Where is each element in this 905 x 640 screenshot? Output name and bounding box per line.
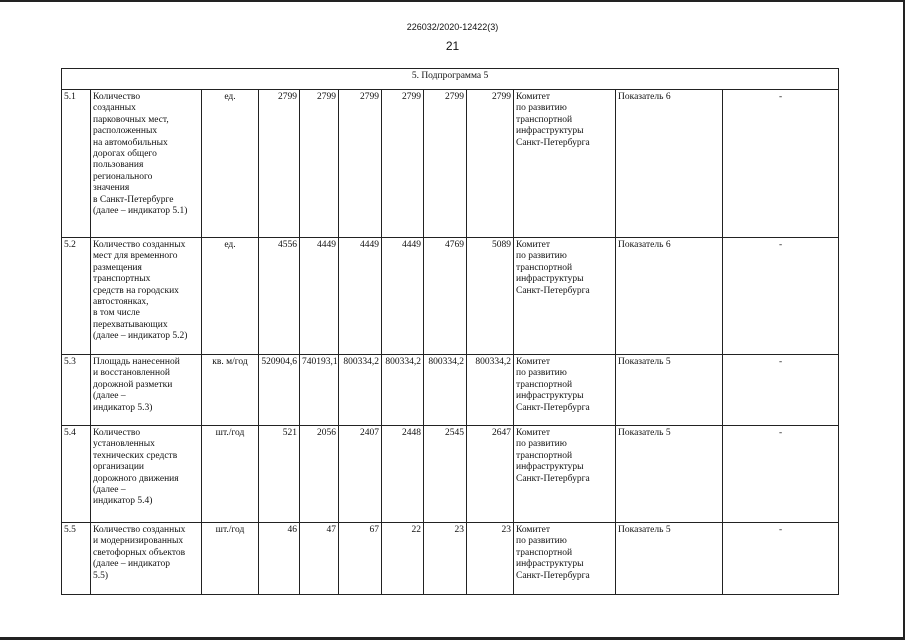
linked-indicator: Показатель 6 [616, 90, 723, 238]
value-cell: 47 [300, 523, 339, 595]
value-cell: 2448 [382, 426, 424, 523]
page-number: 21 [445, 39, 460, 53]
unit-of-measure: шт./год [202, 523, 259, 595]
row-number: 5.3 [62, 355, 91, 426]
table-row [62, 90, 839, 238]
unit-of-measure: кв. м/год [202, 355, 259, 426]
section-row [62, 69, 839, 90]
responsible-executor: Комитет по развитию транспортной инфраструктуры Санкт-Петербурга [514, 355, 616, 426]
value-cell: 800334,2 [339, 355, 382, 426]
value-cell: 4449 [382, 238, 424, 355]
note-cell: - [723, 426, 839, 523]
value-cell: 4769 [424, 238, 467, 355]
value-cell: 23 [424, 523, 467, 595]
responsible-executor: Комитет по развитию транспортной инфраструктуры Санкт-Петербурга [514, 90, 616, 238]
document-id: 226032/2020-12422(3) [406, 22, 499, 32]
value-cell: 2799 [259, 90, 300, 238]
table-row [62, 523, 839, 595]
unit-of-measure: ед. [202, 238, 259, 355]
indicators-table [61, 68, 839, 595]
indicator-name: Количество созданных парковочных мест, расположенных на автомобильных дорогах общего пользования регионального значения в Санкт-Петербурге (далее – индикатор 5.1) [91, 90, 202, 238]
value-cell: 67 [339, 523, 382, 595]
value-cell: 521 [259, 426, 300, 523]
row-number: 5.1 [62, 90, 91, 238]
responsible-executor: Комитет по развитию транспортной инфраструктуры Санкт-Петербурга [514, 523, 616, 595]
table-row [62, 355, 839, 426]
value-cell: 2799 [382, 90, 424, 238]
table-row [62, 238, 839, 355]
value-cell: 4556 [259, 238, 300, 355]
indicator-name: Количество созданных мест для временного размещения транспортных средств на городских автостоянках, в том числе перехватывающих (далее – индикатор 5.2) [91, 238, 202, 355]
linked-indicator: Показатель 5 [616, 523, 723, 595]
note-cell: - [723, 90, 839, 238]
value-cell: 740193,1 [300, 355, 339, 426]
value-cell: 2799 [424, 90, 467, 238]
value-cell: 2799 [339, 90, 382, 238]
value-cell: 46 [259, 523, 300, 595]
page-border-top [0, 0, 905, 2]
value-cell: 4449 [300, 238, 339, 355]
row-number: 5.2 [62, 238, 91, 355]
value-cell: 2799 [467, 90, 514, 238]
value-cell: 800334,2 [424, 355, 467, 426]
indicator-name: Площадь нанесенной и восстановленной дорожной разметки (далее – индикатор 5.3) [91, 355, 202, 426]
value-cell: 23 [467, 523, 514, 595]
note-cell: - [723, 238, 839, 355]
table-body [62, 69, 839, 595]
value-cell: 800334,2 [382, 355, 424, 426]
value-cell: 2545 [424, 426, 467, 523]
value-cell: 4449 [339, 238, 382, 355]
table-row [62, 426, 839, 523]
indicator-name: Количество установленных технических средств организации дорожного движения (далее – индикатор 5.4) [91, 426, 202, 523]
row-number: 5.4 [62, 426, 91, 523]
section-title: 5. Подпрограмма 5 [62, 69, 839, 90]
responsible-executor: Комитет по развитию транспортной инфраструктуры Санкт-Петербурга [514, 238, 616, 355]
unit-of-measure: шт./год [202, 426, 259, 523]
linked-indicator: Показатель 6 [616, 238, 723, 355]
value-cell: 800334,2 [467, 355, 514, 426]
value-cell: 5089 [467, 238, 514, 355]
value-cell: 2056 [300, 426, 339, 523]
indicator-name: Количество созданных и модернизированных светофорных объектов (далее – индикатор 5.5) [91, 523, 202, 595]
responsible-executor: Комитет по развитию транспортной инфраструктуры Санкт-Петербурга [514, 426, 616, 523]
linked-indicator: Показатель 5 [616, 355, 723, 426]
value-cell: 2407 [339, 426, 382, 523]
value-cell: 520904,6 [259, 355, 300, 426]
row-number: 5.5 [62, 523, 91, 595]
unit-of-measure: ед. [202, 90, 259, 238]
note-cell: - [723, 523, 839, 595]
linked-indicator: Показатель 5 [616, 426, 723, 523]
note-cell: - [723, 355, 839, 426]
value-cell: 22 [382, 523, 424, 595]
value-cell: 2799 [300, 90, 339, 238]
value-cell: 2647 [467, 426, 514, 523]
